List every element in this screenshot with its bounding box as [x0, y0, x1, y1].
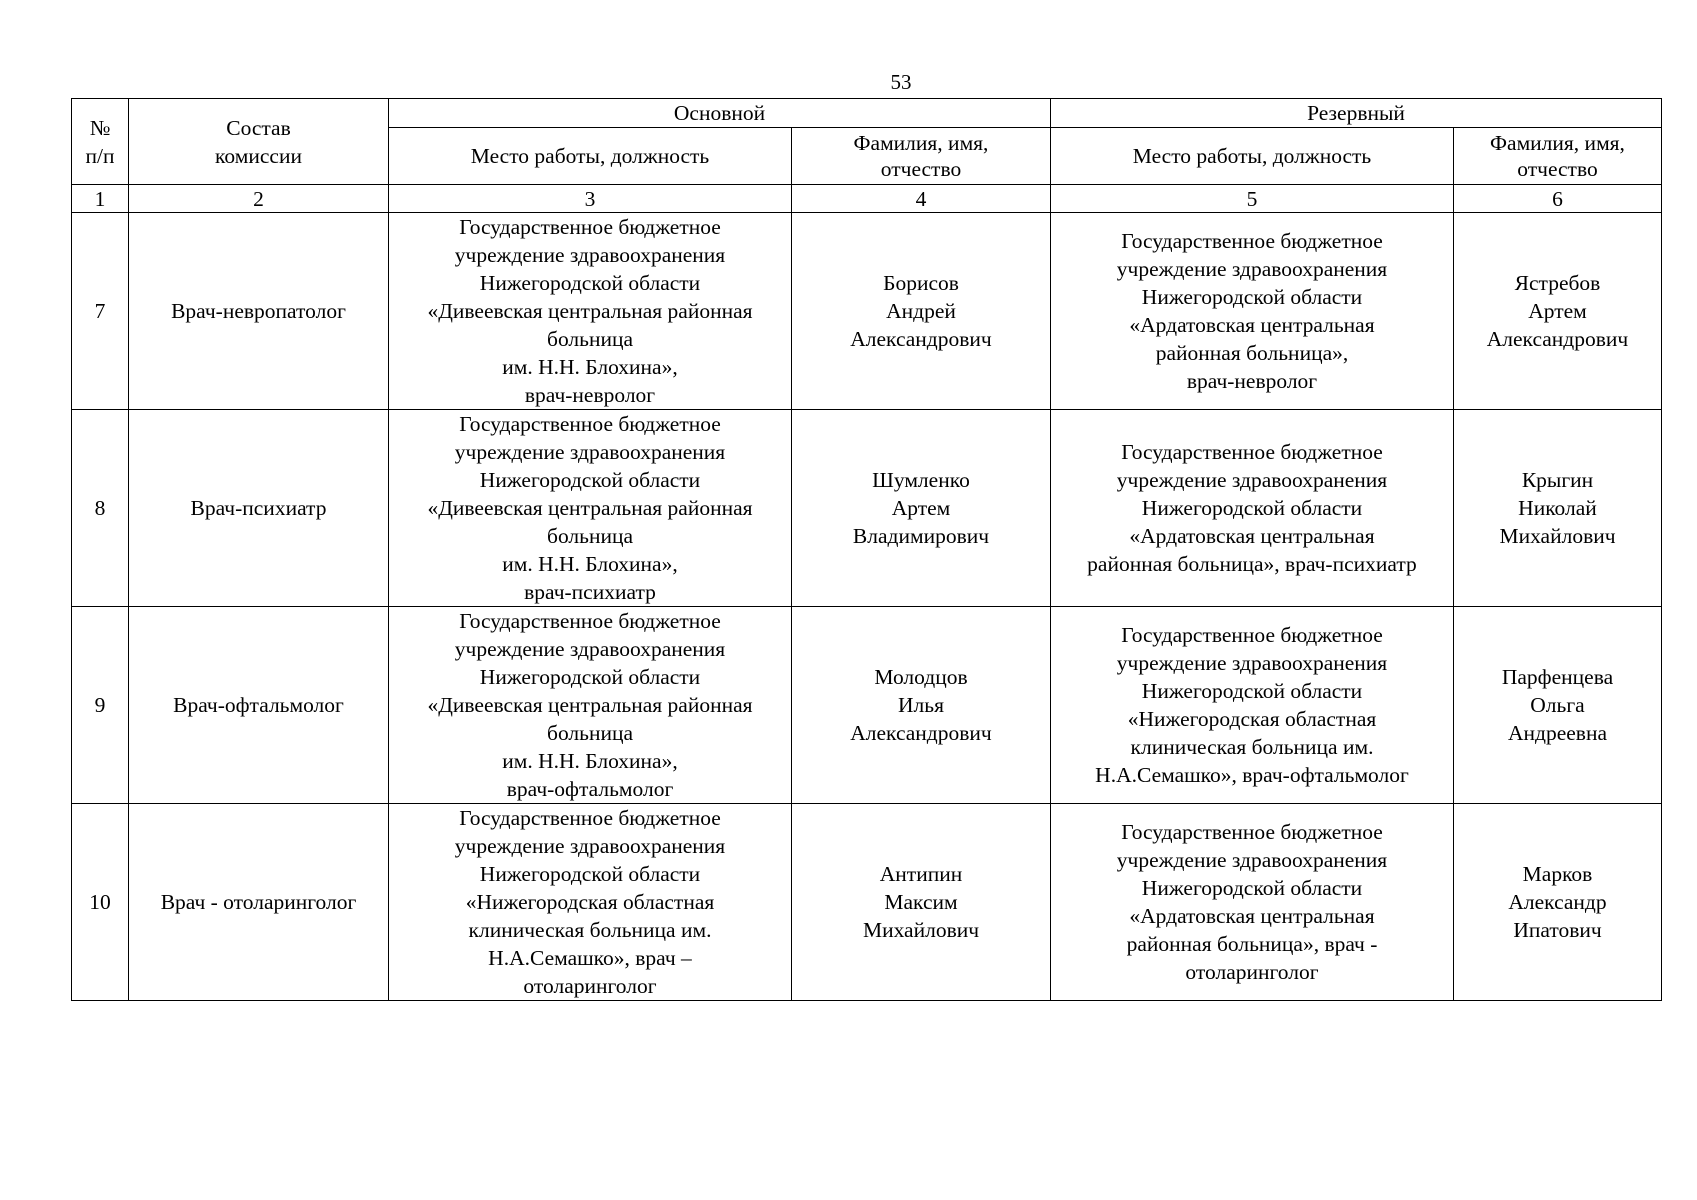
row-role: Врач-офтальмолог	[129, 607, 389, 804]
row-reserve-name	[1454, 607, 1662, 804]
text-line: Государственное бюджетное	[1121, 229, 1383, 253]
text-line: Михайлович	[1499, 524, 1616, 548]
text-line: им. Н.Н. Блохина»,	[502, 552, 678, 576]
row-main-workplace	[389, 213, 792, 410]
row-reserve-workplace	[1051, 410, 1454, 607]
header-reserve-workplace: Место работы, должность	[1051, 128, 1454, 185]
text-line: «Нижегородская областная	[1127, 707, 1377, 731]
header-reserve-name-line: Фамилия, имя,	[1490, 131, 1625, 155]
header-row-top	[72, 99, 1662, 128]
text-line: отоларинголог	[523, 974, 657, 998]
header-main-name-line: отчество	[880, 157, 962, 181]
text-line: клиническая больница им.	[468, 918, 712, 942]
text-line: Н.А.Семашко», врач-офтальмолог	[1095, 763, 1409, 787]
column-number-row	[72, 185, 1662, 213]
text-line: врач-психиатр	[524, 580, 656, 604]
row-reserve-workplace	[1051, 607, 1454, 804]
text-line: клиническая больница им.	[1130, 735, 1374, 759]
text-line: Государственное бюджетное	[1121, 440, 1383, 464]
row-role: Врач - отоларинголог	[129, 804, 389, 1001]
text-line: Артем	[891, 496, 951, 520]
table-row	[72, 804, 1662, 1001]
table-row	[72, 607, 1662, 804]
text-line: Ипатович	[1513, 918, 1602, 942]
column-number: 2	[129, 185, 389, 213]
text-line: Нижегородской области	[1141, 496, 1363, 520]
header-reserve-group: Резервный	[1051, 99, 1662, 128]
text-line: отоларинголог	[1185, 960, 1319, 984]
text-line: «Дивеевская центральная районная	[427, 693, 753, 717]
header-main-name	[792, 128, 1051, 185]
text-line: Александрович	[1486, 327, 1629, 351]
text-line: учреждение здравоохранения	[454, 440, 726, 464]
text-line: Крыгин	[1521, 468, 1594, 492]
row-main-workplace	[389, 804, 792, 1001]
header-composition-line: комиссии	[215, 143, 302, 168]
row-reserve-name	[1454, 804, 1662, 1001]
header-main-workplace: Место работы, должность	[389, 128, 792, 185]
text-line: Ольга	[1530, 693, 1585, 717]
text-line: больница	[547, 327, 633, 351]
column-number: 5	[1051, 185, 1454, 213]
header-reserve-name-line: отчество	[1517, 157, 1598, 181]
page-number: 53	[890, 70, 912, 94]
row-number: 10	[72, 804, 129, 1001]
text-line: районная больница», врач-психиатр	[1087, 552, 1417, 576]
table-row	[72, 410, 1662, 607]
text-line: Нижегородской области	[1141, 679, 1363, 703]
row-number: 9	[72, 607, 129, 804]
text-line: Александр	[1508, 890, 1607, 914]
row-main-name	[792, 607, 1051, 804]
header-composition	[129, 99, 389, 185]
header-reserve-name	[1454, 128, 1662, 185]
text-line: «Ардатовская центральная	[1129, 313, 1375, 337]
text-line: Нижегородской области	[479, 468, 701, 492]
text-line: Артем	[1528, 299, 1587, 323]
text-line: Молодцов	[874, 665, 968, 689]
text-line: учреждение здравоохранения	[454, 637, 726, 661]
row-reserve-name	[1454, 410, 1662, 607]
text-line: Борисов	[883, 271, 959, 295]
text-line: Владимирович	[852, 524, 990, 548]
row-main-workplace	[389, 410, 792, 607]
text-line: Нижегородской области	[1141, 876, 1363, 900]
table-row	[72, 213, 1662, 410]
column-number: 1	[72, 185, 129, 213]
header-num	[72, 99, 129, 185]
text-line: районная больница», врач -	[1126, 932, 1378, 956]
text-line: Государственное бюджетное	[459, 215, 721, 239]
text-line: Нижегородской области	[479, 271, 701, 295]
text-line: Государственное бюджетное	[459, 412, 721, 436]
text-line: «Ардатовская центральная	[1129, 904, 1375, 928]
row-reserve-workplace	[1051, 213, 1454, 410]
text-line: врач-невролог	[1186, 369, 1318, 393]
header-main-group: Основной	[389, 99, 1051, 128]
text-line: Андрей	[886, 299, 956, 323]
row-role: Врач-психиатр	[129, 410, 389, 607]
text-line: Нижегородской области	[1141, 285, 1363, 309]
row-main-name	[792, 804, 1051, 1001]
text-line: Государственное бюджетное	[459, 806, 721, 830]
text-line: Парфенцева	[1501, 665, 1614, 689]
text-line: учреждение здравоохранения	[454, 834, 726, 858]
header-num-line: №	[89, 115, 111, 140]
text-line: Александрович	[850, 721, 992, 745]
row-reserve-name	[1454, 213, 1662, 410]
text-line: Ястребов	[1514, 271, 1601, 295]
text-line: Антипин	[879, 862, 963, 886]
text-line: Нижегородской области	[479, 862, 701, 886]
text-line: учреждение здравоохранения	[1116, 257, 1388, 281]
text-line: Государственное бюджетное	[1121, 623, 1383, 647]
text-line: Государственное бюджетное	[1121, 820, 1383, 844]
column-number: 6	[1454, 185, 1662, 213]
row-main-workplace	[389, 607, 792, 804]
text-line: Марков	[1522, 862, 1593, 886]
text-line: Н.А.Семашко», врач –	[488, 946, 692, 970]
text-line: Максим	[884, 890, 958, 914]
text-line: Государственное бюджетное	[459, 609, 721, 633]
row-reserve-workplace	[1051, 804, 1454, 1001]
header-main-name-line: Фамилия, имя,	[853, 131, 989, 155]
text-line: Николай	[1518, 496, 1597, 520]
column-number: 3	[389, 185, 792, 213]
commission-table	[71, 98, 1662, 1001]
text-line: им. Н.Н. Блохина»,	[502, 355, 678, 379]
text-line: «Нижегородская областная	[465, 890, 715, 914]
text-line: Шумленко	[872, 468, 970, 492]
row-number: 8	[72, 410, 129, 607]
text-line: Михайлович	[862, 918, 980, 942]
text-line: Нижегородской области	[479, 665, 701, 689]
text-line: «Ардатовская центральная	[1129, 524, 1375, 548]
text-line: Андреевна	[1507, 721, 1607, 745]
text-line: «Дивеевская центральная районная	[427, 496, 753, 520]
header-composition-line: Состав	[226, 115, 291, 140]
header-num-line: п/п	[85, 143, 115, 168]
row-main-name	[792, 410, 1051, 607]
row-number: 7	[72, 213, 129, 410]
text-line: им. Н.Н. Блохина»,	[502, 749, 678, 773]
text-line: Александрович	[850, 327, 992, 351]
column-number: 4	[792, 185, 1051, 213]
row-role: Врач-невропатолог	[129, 213, 389, 410]
text-line: учреждение здравоохранения	[1116, 468, 1388, 492]
text-line: Илья	[898, 693, 944, 717]
text-line: учреждение здравоохранения	[1116, 651, 1388, 675]
text-line: врач-офтальмолог	[506, 777, 674, 801]
text-line: учреждение здравоохранения	[1116, 848, 1388, 872]
text-line: «Дивеевская центральная районная	[427, 299, 753, 323]
text-line: учреждение здравоохранения	[454, 243, 726, 267]
row-main-name	[792, 213, 1051, 410]
text-line: больница	[547, 524, 633, 548]
text-line: врач-невролог	[524, 383, 656, 407]
text-line: больница	[547, 721, 633, 745]
text-line: районная больница»,	[1155, 341, 1349, 365]
